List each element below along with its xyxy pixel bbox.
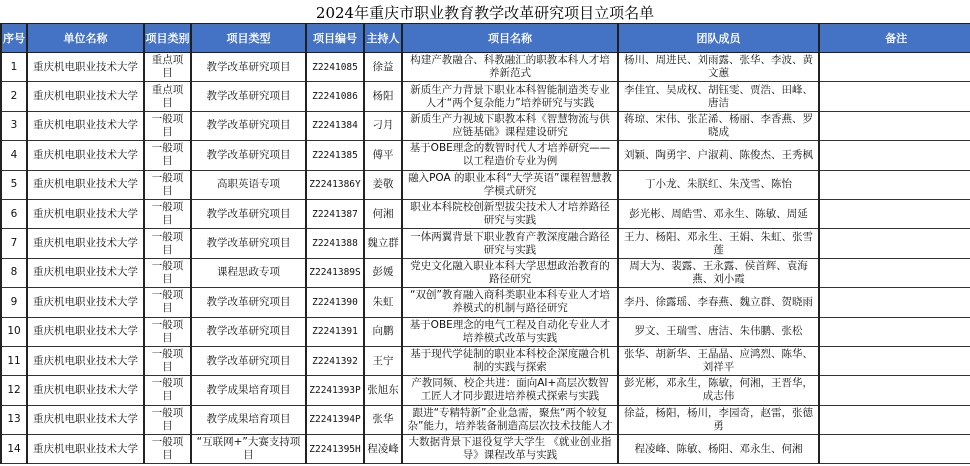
table-row (1, 111, 970, 140)
table-row (1, 405, 970, 434)
cell-unit-name[interactable]: 重庆机电职业技术大学 (27, 405, 144, 434)
cell-unit-name[interactable]: 重庆机电职业技术大学 (27, 199, 144, 228)
cell-index[interactable]: 4 (1, 141, 27, 170)
cell-project-name[interactable]: 党史文化融入职业本科大学思想政治教育的路径研究 (402, 258, 618, 287)
cell-leader[interactable]: 程凌峰 (364, 435, 402, 464)
cell-category[interactable]: 重点项目 (144, 53, 191, 82)
cell-remarks[interactable] (819, 405, 970, 434)
cell-type[interactable]: 教学改革研究项目 (191, 141, 306, 170)
cell-remarks[interactable] (819, 170, 970, 199)
cell-code[interactable]: Z2241387 (306, 199, 364, 228)
cell-unit-name[interactable]: 重庆机电职业技术大学 (27, 288, 144, 317)
cell-code[interactable]: Z2241388 (306, 229, 364, 258)
cell-team-members[interactable]: 刘颖、陶勇宇、户淑莉、陈俊杰、王秀枫 (618, 141, 819, 170)
column-header-code[interactable]: 项目编号 (306, 24, 364, 53)
table-row (1, 199, 970, 228)
column-header-type[interactable]: 项目类型 (191, 24, 306, 53)
cell-index[interactable]: 3 (1, 111, 27, 140)
cell-index[interactable]: 8 (1, 258, 27, 287)
cell-remarks[interactable] (819, 111, 970, 140)
cell-index[interactable]: 5 (1, 170, 27, 199)
cell-code[interactable]: Z2241394P (306, 405, 364, 434)
cell-team-members[interactable]: 彭光彬，邓永生，陈敏，何湘，王晋华，成志伟 (618, 376, 819, 405)
cell-unit-name[interactable]: 重庆机电职业技术大学 (27, 346, 144, 375)
cell-project-name[interactable]: 产教同频、校企共进：面向AI+高层次数智工匠人才同步跟进培养模式探索与实践 (402, 376, 618, 405)
cell-project-name[interactable]: 新质生产力背景下职业本科智能制造类专业人才“两个复杂能力”培养研究与实践 (402, 82, 618, 111)
column-header-index[interactable]: 序号 (1, 24, 27, 53)
cell-category[interactable]: 一般项目 (144, 376, 191, 405)
cell-team-members[interactable]: 李丹、徐露瑶、李春燕、魏立群、贺晓雨 (618, 288, 819, 317)
cell-category[interactable]: 重点项目 (144, 82, 191, 111)
cell-type[interactable]: 高职英语专项 (191, 170, 306, 199)
cell-code[interactable]: Z2241385 (306, 141, 364, 170)
cell-team-members[interactable]: 李佳宜、吴成权、胡钰雯、贾浩、田峰、唐洁 (618, 82, 819, 111)
cell-code[interactable]: Z2241386Y (306, 170, 364, 199)
cell-type[interactable]: 课程思政专项 (191, 258, 306, 287)
cell-team-members[interactable]: 彭光彬、周皓雪、邓永生、陈敏、周延 (618, 199, 819, 228)
cell-index[interactable]: 13 (1, 405, 27, 434)
cell-unit-name[interactable]: 重庆机电职业技术大学 (27, 141, 144, 170)
cell-type[interactable]: 教学改革研究项目 (191, 53, 306, 82)
cell-category[interactable]: 一般项目 (144, 405, 191, 434)
cell-leader[interactable]: 彭媛 (364, 258, 402, 287)
cell-category[interactable]: 一般项目 (144, 258, 191, 287)
cell-project-name[interactable]: 职业本科院校创新型拔尖技术人才培养路径研究与实践 (402, 199, 618, 228)
cell-code[interactable]: Z2241384 (306, 111, 364, 140)
cell-type[interactable]: 教学改革研究项目 (191, 346, 306, 375)
cell-unit-name[interactable]: 重庆机电职业技术大学 (27, 258, 144, 287)
header-row (1, 24, 970, 53)
table-row (1, 288, 970, 317)
page-title: 2024年重庆市职业教育教学改革研究项目立项名单 (315, 4, 655, 22)
cell-category[interactable]: 一般项目 (144, 288, 191, 317)
table-row (1, 376, 970, 405)
cell-unit-name[interactable]: 重庆机电职业技术大学 (27, 317, 144, 346)
table-row (1, 53, 970, 82)
cell-unit-name[interactable]: 重庆机电职业技术大学 (27, 53, 144, 82)
cell-remarks[interactable] (819, 435, 970, 464)
cell-category[interactable]: 一般项目 (144, 111, 191, 140)
cell-code[interactable]: Z2241085 (306, 53, 364, 82)
cell-leader[interactable]: 杨阳 (364, 82, 402, 111)
column-header-category[interactable]: 项目类别 (144, 24, 191, 53)
cell-code[interactable]: Z2241389S (306, 258, 364, 287)
cell-team-members[interactable]: 程凌峰、陈敏、杨阳、邓永生、何湘 (618, 435, 819, 464)
cell-unit-name[interactable]: 重庆机电职业技术大学 (27, 229, 144, 258)
cell-category[interactable]: 一般项目 (144, 170, 191, 199)
cell-category[interactable]: 一般项目 (144, 435, 191, 464)
cell-team-members[interactable]: 王力、杨阳、邓永生、王娟、朱虹、张雪莲 (618, 229, 819, 258)
cell-code[interactable]: Z2241395H (306, 435, 364, 464)
cell-remarks[interactable] (819, 258, 970, 287)
cell-team-members[interactable]: 丁小龙、朱朕红、朱茂雪、陈怡 (618, 170, 819, 199)
cell-type[interactable]: 教学改革研究项目 (191, 288, 306, 317)
column-header-leader[interactable]: 主持人 (364, 24, 402, 53)
table-row (1, 229, 970, 258)
cell-index[interactable]: 1 (1, 53, 27, 82)
cell-team-members[interactable]: 蒋琼、宋伟、张芷浠、杨丽、李香燕、罗晓成 (618, 111, 819, 140)
cell-code[interactable]: Z2241391 (306, 317, 364, 346)
column-header-project-name[interactable]: 项目名称 (402, 24, 618, 53)
cell-type[interactable]: 教学改革研究项目 (191, 111, 306, 140)
cell-category[interactable]: 一般项目 (144, 199, 191, 228)
cell-remarks[interactable] (819, 317, 970, 346)
cell-unit-name[interactable]: 重庆机电职业技术大学 (27, 111, 144, 140)
cell-index[interactable]: 12 (1, 376, 27, 405)
cell-leader[interactable]: 何湘 (364, 199, 402, 228)
cell-type[interactable]: 教学改革研究项目 (191, 82, 306, 111)
table-row (1, 346, 970, 375)
cell-project-name[interactable]: 一体两翼背景下职业教育产教深度融合路径研究与实践 (402, 229, 618, 258)
cell-type[interactable]: 教学成果培育项目 (191, 405, 306, 434)
cell-remarks[interactable] (819, 229, 970, 258)
cell-leader[interactable]: 王宁 (364, 346, 402, 375)
cell-project-name[interactable]: 构建产教融合、科教融汇的职教本科人才培养新范式 (402, 53, 618, 82)
cell-index[interactable]: 7 (1, 229, 27, 258)
cell-remarks[interactable] (819, 82, 970, 111)
cell-leader[interactable]: 朱虹 (364, 288, 402, 317)
table-row (1, 317, 970, 346)
cell-remarks[interactable] (819, 346, 970, 375)
cell-team-members[interactable]: 罗文、王瑞雪、唐洁、朱伟鹏、张松 (618, 317, 819, 346)
cell-leader[interactable]: 傅平 (364, 141, 402, 170)
cell-type[interactable]: 教学成果培育项目 (191, 376, 306, 405)
cell-leader[interactable]: 魏立群 (364, 229, 402, 258)
table-row (1, 435, 970, 464)
cell-team-members[interactable]: 徐益，杨阳，杨川，李园奇，赵雷，张德勇 (618, 405, 819, 434)
cell-project-name[interactable]: 基于OBE理念的数智时代人才培养研究——以工程造价专业为例 (402, 141, 618, 170)
cell-team-members[interactable]: 周大为、裴露、王永露、侯首辉、袁海燕、刘小霞 (618, 258, 819, 287)
cell-unit-name[interactable]: 重庆机电职业技术大学 (27, 376, 144, 405)
cell-remarks[interactable] (819, 288, 970, 317)
cell-project-name[interactable]: 跟进“专精特新”企业急需，聚焦“两个较复杂”能力，培养装备制造高层次技术技能人才 (402, 405, 618, 434)
cell-unit-name[interactable]: 重庆机电职业技术大学 (27, 170, 144, 199)
table-row (1, 141, 970, 170)
cell-team-members[interactable]: 杨川、周进民、刘雨露、张华、李波、黄文蕙 (618, 53, 819, 82)
table-row (1, 258, 970, 287)
cell-project-name[interactable]: 新质生产力视域下职教本科《智慧物流与供应链基础》课程建设研究 (402, 111, 618, 140)
table-row (1, 82, 970, 111)
cell-category[interactable]: 一般项目 (144, 141, 191, 170)
cell-type[interactable]: “互联网+”大赛支持项目 (191, 435, 306, 464)
cell-category[interactable]: 一般项目 (144, 346, 191, 375)
cell-leader[interactable]: 张华 (364, 405, 402, 434)
cell-code[interactable]: Z2241393P (306, 376, 364, 405)
cell-remarks[interactable] (819, 53, 970, 82)
cell-unit-name[interactable]: 重庆机电职业技术大学 (27, 82, 144, 111)
column-header-team-members[interactable]: 团队成员 (618, 24, 819, 53)
cell-unit-name[interactable]: 重庆机电职业技术大学 (27, 435, 144, 464)
cell-leader[interactable]: 徐益 (364, 53, 402, 82)
cell-type[interactable]: 教学改革研究项目 (191, 229, 306, 258)
cell-index[interactable]: 11 (1, 346, 27, 375)
cell-project-name[interactable]: “双创”教育融入商科类职业本科专业人才培养模式的机制与路径研究 (402, 288, 618, 317)
cell-project-name[interactable]: 基于现代学徒制的职业本科校企深度融合机制的实践与探索 (402, 346, 618, 375)
column-header-unit-name[interactable]: 单位名称 (27, 24, 144, 53)
cell-leader[interactable]: 姜敬 (364, 170, 402, 199)
cell-remarks[interactable] (819, 199, 970, 228)
cell-type[interactable]: 教学改革研究项目 (191, 199, 306, 228)
cell-leader[interactable]: 张旭东 (364, 376, 402, 405)
cell-project-name[interactable]: 大数据背景下退役复学大学生 《就业创业指导》课程改革与实践 (402, 435, 618, 464)
cell-index[interactable]: 10 (1, 317, 27, 346)
cell-remarks[interactable] (819, 376, 970, 405)
table-row (1, 170, 970, 199)
cell-index[interactable]: 14 (1, 435, 27, 464)
cell-team-members[interactable]: 张华、胡新华、王晶晶、应鸿烈、陈华、刘祥平 (618, 346, 819, 375)
column-header-remarks[interactable]: 备注 (819, 24, 970, 53)
cell-project-name[interactable]: 基于OBE理念的电气工程及自动化专业人才培养模式改革与实践 (402, 317, 618, 346)
cell-leader[interactable]: 刁月 (364, 111, 402, 140)
cell-index[interactable]: 9 (1, 288, 27, 317)
cell-code[interactable]: Z2241392 (306, 346, 364, 375)
cell-project-name[interactable]: 融入POA 的职业本科“大学英语”课程智慧教学模式研究 (402, 170, 618, 199)
cell-index[interactable]: 2 (1, 82, 27, 111)
cell-code[interactable]: Z2241086 (306, 82, 364, 111)
cell-remarks[interactable] (819, 141, 970, 170)
cell-leader[interactable]: 向鹏 (364, 317, 402, 346)
cell-index[interactable]: 6 (1, 199, 27, 228)
project-table (0, 23, 970, 464)
cell-code[interactable]: Z2241390 (306, 288, 364, 317)
cell-category[interactable]: 一般项目 (144, 317, 191, 346)
cell-category[interactable]: 一般项目 (144, 229, 191, 258)
cell-type[interactable]: 教学改革研究项目 (191, 317, 306, 346)
